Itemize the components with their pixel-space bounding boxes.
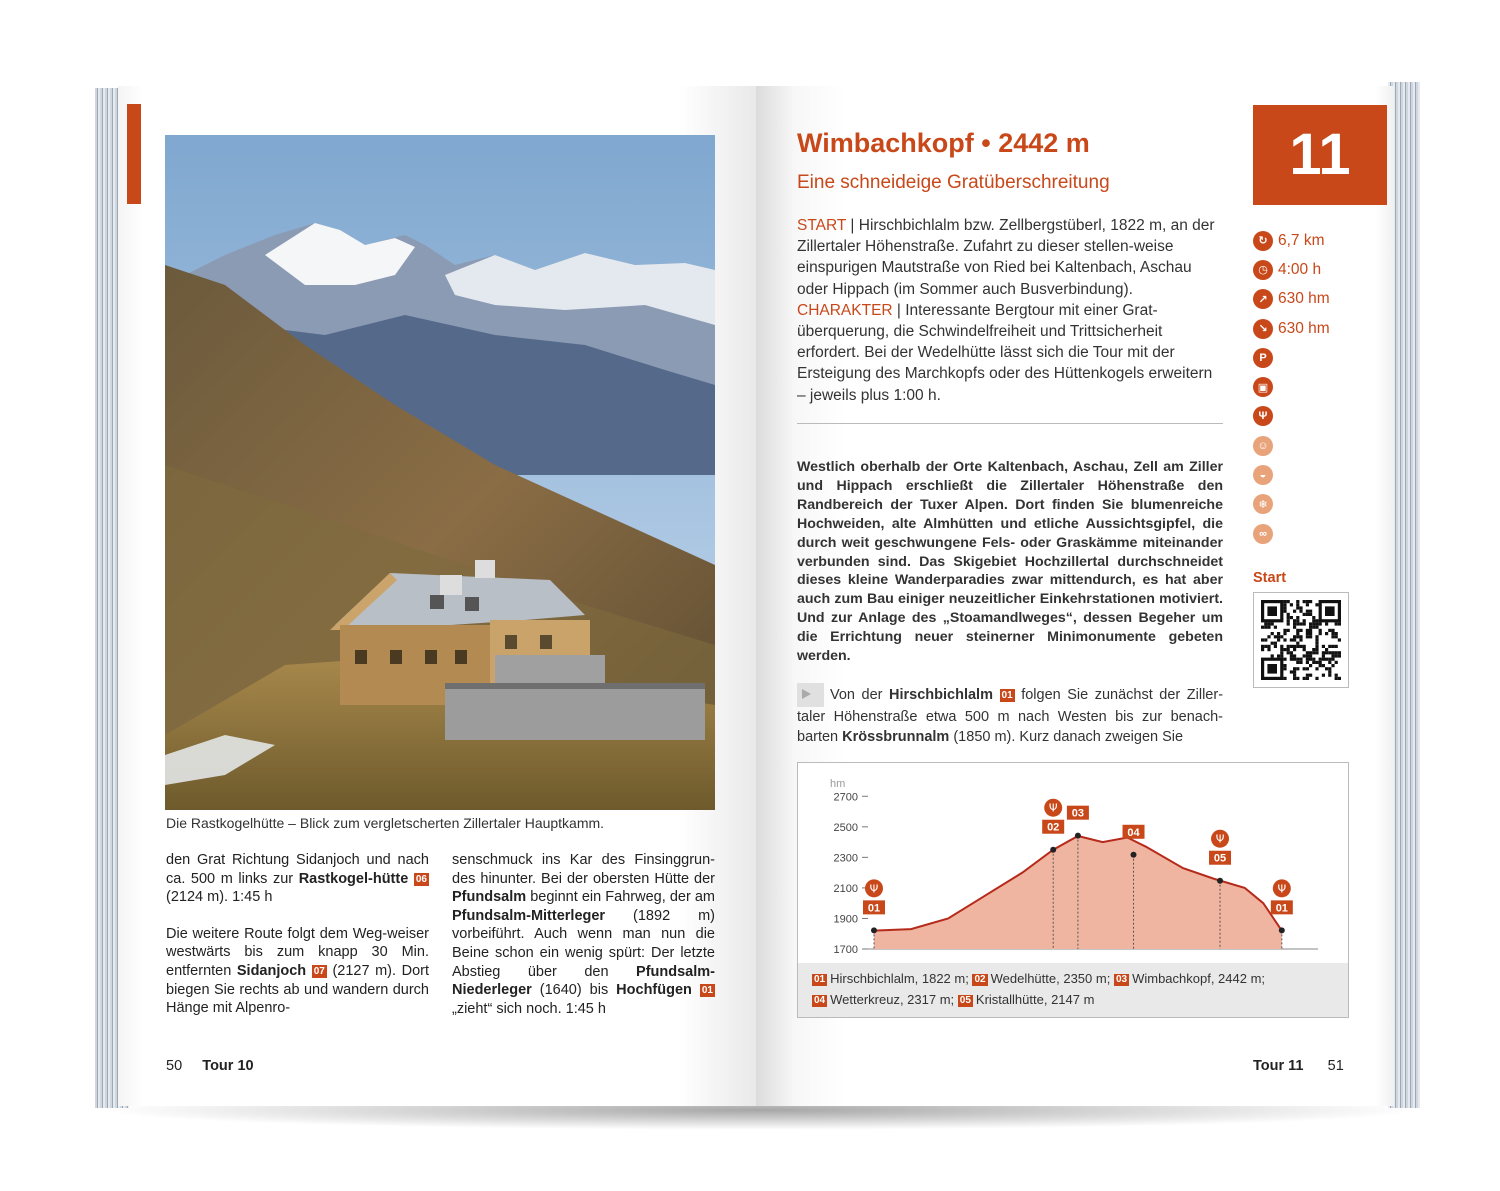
qr-module — [1293, 648, 1296, 651]
qr-module — [1261, 648, 1264, 651]
fact-stroller — [1253, 460, 1383, 489]
qr-module — [1315, 603, 1318, 606]
waypoint-ref: 01 — [701, 985, 713, 997]
photo-rastkogelhuette — [165, 135, 715, 810]
qr-module — [1306, 629, 1309, 632]
qr-module — [1303, 648, 1306, 651]
qr-module — [1293, 635, 1296, 638]
qr-module — [1309, 635, 1312, 638]
waypoint-dot — [1279, 927, 1285, 933]
qr-module — [1331, 632, 1334, 635]
qr-module — [1299, 658, 1302, 661]
qr-module — [1293, 670, 1296, 673]
restaurant-glyph: Ψ — [869, 882, 879, 896]
parking-icon: P — [1253, 348, 1273, 368]
qr-module — [1309, 674, 1312, 677]
qr-module — [1293, 654, 1296, 657]
chapter-tab-left — [127, 104, 141, 204]
qr-module — [1309, 629, 1312, 632]
qr-module — [1296, 600, 1299, 603]
tour-facts — [1253, 226, 1383, 548]
qr-module — [1309, 664, 1312, 667]
qr-module — [1335, 677, 1338, 680]
qr-module — [1293, 610, 1296, 613]
tour-subtitle: Eine schneideige Gratüberschreitung — [797, 172, 1110, 193]
qr-module — [1306, 603, 1309, 606]
waypoint-dot — [1075, 833, 1081, 839]
qr-module — [1309, 626, 1312, 629]
qr-module — [1309, 658, 1312, 661]
qr-module — [1290, 670, 1293, 673]
waypoint-label: 01 — [867, 902, 881, 915]
qr-module — [1328, 674, 1331, 677]
qr-finder-core — [1325, 606, 1335, 616]
qr-module — [1312, 626, 1315, 629]
qr-module — [1267, 622, 1270, 625]
qr-module — [1335, 661, 1338, 664]
page-number-left: 50 — [166, 1058, 183, 1074]
qr-module — [1299, 606, 1302, 609]
restaurant-icon: Ψ — [1253, 406, 1273, 426]
qr-module — [1283, 677, 1286, 680]
qr-module — [1319, 629, 1322, 632]
qr-module — [1283, 664, 1286, 667]
qr-module — [1287, 645, 1290, 648]
qr-module — [1264, 638, 1267, 641]
qr-module — [1277, 635, 1280, 638]
qr-module — [1299, 638, 1302, 641]
waypoint-label: 02 — [1047, 821, 1060, 834]
qr-module — [1267, 635, 1270, 638]
elevation-profile — [797, 762, 1349, 1018]
qr-module — [1315, 651, 1318, 654]
qr-module — [1306, 658, 1309, 661]
y-tick-label: 2100 — [833, 882, 858, 895]
qr-module — [1296, 606, 1299, 609]
qr-module — [1299, 635, 1302, 638]
qr-module — [1338, 654, 1341, 657]
y-tick-label: 1700 — [833, 944, 858, 956]
qr-module — [1290, 651, 1293, 654]
qr-module — [1303, 600, 1306, 603]
tour-info-block: START | Hirschbichlalm bzw. Zellbergstüberl, 1822 m, an der Zillertaler Höhenstraße. Zufahrt zu dieser stellen-weise einspurigen Mautstraße von Ried bei Kaltenbach, Aschau oder Hippach (im Sommer auch Busverbindung). CHARAKTER | Interessante Bergtour mit einer Grat-überquerung, die Schwindelfreiheit und Trittsicherheit erfordert. Bei der Wedelhütte lässt sich die Tour mit der Ersteigung des Marchkopfs oder des Hüttenkogels erweitern – jeweils plus 1:00 h. — [797, 217, 1215, 404]
qr-module — [1306, 610, 1309, 613]
qr-module — [1306, 651, 1309, 654]
tour-intro: Westlich oberhalb der Orte Kaltenbach, Aschau, Zell am Ziller und Hippach erschließt die Zillertaler Höhenstraße den Randbereich der Tuxer Alpen. Dort finden Sie blumenreiche Hochweiden, alte Almhütten und etliche Aussichtsgipfel, die durch weit geschwungene Fels- oder Graskämme miteinander verbunden sind. Das Skigebiet Hochzillertal durchschneidet dieses kleine Wanderparadies zwar mittendurch, es hat aber auch zum Bau einiger neuzeitlicher Einkehrstationen motiviert. Und zur Anlage des „Stoamandlweges“, dessen Begeher um die Errichtung neuer steinerner Minimonumente gebeten werden. — [797, 459, 1223, 665]
qr-module — [1328, 670, 1331, 673]
qr-module — [1271, 622, 1274, 625]
qr-module — [1287, 629, 1290, 632]
qr-module — [1261, 645, 1264, 648]
qr-module — [1274, 642, 1277, 645]
qr-module — [1271, 642, 1274, 645]
qr-module — [1293, 645, 1296, 648]
qr-module — [1280, 645, 1283, 648]
qr-module — [1315, 645, 1318, 648]
legend-item: 02 Wedelhütte, 2350 m; — [974, 971, 1111, 986]
qr-module — [1287, 622, 1290, 625]
y-tick-label: 1900 — [833, 913, 858, 926]
qr-module — [1331, 664, 1334, 667]
qr-module — [1274, 626, 1277, 629]
page-number-right: 51 — [1327, 1058, 1344, 1074]
qr-module — [1296, 658, 1299, 661]
waypoint-dot — [871, 927, 877, 933]
qr-module — [1312, 619, 1315, 622]
qr-module — [1331, 654, 1334, 657]
start-key: START — [797, 217, 847, 234]
qr-module — [1319, 622, 1322, 625]
qr-module — [1290, 603, 1293, 606]
legend-item: 03 Wimbachkopf, 2442 m; — [1115, 971, 1266, 986]
character-key: CHARAKTER — [797, 301, 893, 319]
qr-module — [1290, 654, 1293, 657]
qr-module — [1309, 654, 1312, 657]
qr-module — [1325, 658, 1328, 661]
qr-module — [1306, 632, 1309, 635]
qr-module — [1274, 635, 1277, 638]
qr-module — [1267, 648, 1270, 651]
qr-module — [1271, 654, 1274, 657]
qr-module — [1322, 654, 1325, 657]
qr-module — [1328, 658, 1331, 661]
qr-module — [1293, 667, 1296, 670]
qr-module — [1335, 651, 1338, 654]
qr-module — [1338, 638, 1341, 641]
qr-module — [1280, 654, 1283, 657]
kids-icon: ☺ — [1253, 436, 1273, 456]
qr-module — [1312, 622, 1315, 625]
qr-module — [1331, 658, 1334, 661]
qr-module — [1325, 651, 1328, 654]
qr-module — [1299, 629, 1302, 632]
running-head-right: Tour 11 — [1253, 1058, 1304, 1074]
qr-module — [1306, 613, 1309, 616]
qr-module — [1293, 626, 1296, 629]
fact-restaurant — [1253, 402, 1383, 431]
qr-module — [1322, 645, 1325, 648]
qr-module — [1325, 632, 1328, 635]
qr-module — [1309, 613, 1312, 616]
qr-module — [1315, 622, 1318, 625]
qr-module — [1287, 648, 1290, 651]
qr-module — [1283, 638, 1286, 641]
route-description: Von der Hirschbichlalm 01 folgen Sie zunächst der Ziller-taler Höhenstraße etwa 500 m nach Westen bis zur benach-barten Krössbrunnalm (1850 m). Kurz danach zweigen Sie — [797, 683, 1223, 747]
qr-module — [1319, 658, 1322, 661]
qr-module — [1264, 626, 1267, 629]
qr-module — [1303, 667, 1306, 670]
qr-module — [1319, 632, 1322, 635]
qr-module — [1283, 606, 1286, 609]
qr-module — [1293, 638, 1296, 641]
y-tick-label: 2500 — [833, 821, 858, 834]
qr-module — [1319, 661, 1322, 664]
qr-module — [1293, 677, 1296, 680]
qr-module — [1271, 632, 1274, 635]
qr-module — [1296, 622, 1299, 625]
qr-module — [1338, 677, 1341, 680]
qr-module — [1290, 658, 1293, 661]
qr-module — [1325, 648, 1328, 651]
qr-module — [1283, 600, 1286, 603]
qr-module — [1293, 619, 1296, 622]
descent-icon: ↘ — [1253, 319, 1273, 339]
qr-module — [1274, 645, 1277, 648]
qr-module — [1312, 658, 1315, 661]
folio-left — [166, 1058, 254, 1074]
qr-module — [1303, 619, 1306, 622]
qr-module — [1312, 616, 1315, 619]
qr-module — [1290, 616, 1293, 619]
qr-module — [1277, 654, 1280, 657]
qr-module — [1296, 616, 1299, 619]
qr-module — [1303, 645, 1306, 648]
legend-item: 04 Wetterkreuz, 2317 m; — [814, 992, 955, 1007]
qr-module — [1287, 600, 1290, 603]
qr-finder-core — [1267, 664, 1277, 674]
distance-icon: ↻ — [1253, 231, 1273, 251]
stroller-icon: ◒ — [1253, 465, 1273, 485]
fact-distance: ↻ 6,7 km — [1253, 226, 1383, 255]
qr-module — [1328, 661, 1331, 664]
qr-module — [1283, 632, 1286, 635]
qr-module — [1328, 645, 1331, 648]
qr-module — [1328, 667, 1331, 670]
qr-module — [1325, 622, 1328, 625]
qr-module — [1280, 651, 1283, 654]
qr-module — [1331, 651, 1334, 654]
qr-module — [1290, 645, 1293, 648]
qr-module — [1296, 619, 1299, 622]
photo-caption: Die Rastkogelhütte – Blick zum vergletscherten Zillertaler Hauptkamm. — [166, 815, 605, 831]
qr-code[interactable] — [1253, 592, 1349, 688]
qr-module — [1335, 632, 1338, 635]
qr-module — [1312, 651, 1315, 654]
qr-module — [1280, 635, 1283, 638]
fact-duration: ◷ 4:00 h — [1253, 255, 1383, 284]
restaurant-glyph: Ψ — [1277, 882, 1287, 896]
qr-module — [1331, 645, 1334, 648]
qr-module — [1303, 622, 1306, 625]
waypoint-dot — [1131, 852, 1137, 858]
qr-module — [1315, 638, 1318, 641]
qr-module — [1315, 661, 1318, 664]
qr-module — [1328, 651, 1331, 654]
qr-module — [1322, 664, 1325, 667]
qr-module — [1325, 667, 1328, 670]
qr-module — [1335, 654, 1338, 657]
folio-right — [1253, 1058, 1344, 1074]
qr-module — [1335, 645, 1338, 648]
left-text-column-1: den Grat Richtung Sidanjoch und nach ca. 500 m links zur Rastkogel-hütte 06 (2124 m). 1:45 h Die weitere Route folgt dem Weg-weiser westwärts bis zum knapp 30 Min. entfernten Sidanjoch 07 (2127 m). Dort biegen Sie rechts ab und wandern durch Hänge mit Alpenro- — [166, 852, 430, 1017]
qr-module — [1306, 674, 1309, 677]
waypoint-dot — [1050, 847, 1056, 853]
qr-module — [1264, 645, 1267, 648]
qr-module — [1296, 677, 1299, 680]
restaurant-glyph: Ψ — [1048, 801, 1058, 815]
qr-module — [1283, 629, 1286, 632]
y-tick-label: 2300 — [833, 852, 858, 865]
qr-module — [1290, 638, 1293, 641]
waypoint-label: 05 — [1213, 852, 1227, 865]
qr-module — [1335, 635, 1338, 638]
waypoint-ref: 06 — [415, 873, 427, 885]
running-head-left: Tour 10 — [202, 1058, 254, 1074]
qr-module — [1296, 667, 1299, 670]
qr-module — [1293, 622, 1296, 625]
qr-module — [1283, 658, 1286, 661]
left-text-column-2: senschmuck ins Kar des Finsinggrun-des hinunter. Bei der obersten Hütte der Pfundsalm beginnt ein Fahrweg, der am Pfundsalm-Mitterleger (1892 m) vorbeiführt. Auch wenn man nun die Beine schon ein wenig spürt: Der letzte Abstieg über den Pfundsalm-Niederleger (1640) bis Hochfügen 01 „zieht“ sich noch. 1:45 h — [452, 852, 715, 1017]
qr-module — [1328, 629, 1331, 632]
fact-bus — [1253, 372, 1383, 401]
restaurant-glyph: Ψ — [1215, 832, 1225, 846]
qr-module — [1303, 613, 1306, 616]
fact-bike — [1253, 519, 1383, 548]
waypoint-label: 01 — [1275, 902, 1288, 915]
legend-item: 05 Kristallhütte, 2147 m — [959, 992, 1095, 1007]
qr-module — [1303, 677, 1306, 680]
qr-module — [1306, 667, 1309, 670]
qr-module — [1296, 603, 1299, 606]
qr-module — [1283, 667, 1286, 670]
qr-module — [1312, 661, 1315, 664]
qr-module — [1283, 603, 1286, 606]
qr-module — [1322, 658, 1325, 661]
qr-finder-core — [1267, 606, 1277, 616]
qr-module — [1331, 629, 1334, 632]
qr-module — [1296, 632, 1299, 635]
qr-module — [1280, 648, 1283, 651]
y-unit-label: hm — [830, 778, 846, 790]
qr-module — [1287, 616, 1290, 619]
qr-module — [1306, 635, 1309, 638]
qr-module — [1335, 622, 1338, 625]
qr-module — [1296, 642, 1299, 645]
qr-module — [1299, 622, 1302, 625]
waypoint-dot — [1217, 878, 1223, 884]
qr-module — [1277, 632, 1280, 635]
divider — [797, 423, 1223, 424]
qr-module — [1319, 664, 1322, 667]
qr-module — [1309, 600, 1312, 603]
qr-module — [1303, 654, 1306, 657]
qr-module — [1264, 622, 1267, 625]
fact-ascent: ↗ 630 hm — [1253, 285, 1383, 314]
qr-module — [1306, 600, 1309, 603]
qr-module — [1277, 638, 1280, 641]
qr-module — [1322, 651, 1325, 654]
qr-module — [1315, 619, 1318, 622]
waypoint-label: 03 — [1071, 807, 1085, 820]
qr-module — [1309, 651, 1312, 654]
qr-module — [1338, 622, 1341, 625]
qr-module — [1315, 626, 1318, 629]
fact-winter — [1253, 490, 1383, 519]
qr-module — [1296, 635, 1299, 638]
qr-module — [1309, 622, 1312, 625]
qr-module — [1267, 645, 1270, 648]
qr-module — [1287, 651, 1290, 654]
qr-module — [1335, 674, 1338, 677]
profile-legend — [798, 963, 1348, 1017]
snowflake-icon: ❄ — [1253, 494, 1273, 514]
legend-item: 01 Hirschbichlalm, 1822 m; — [814, 971, 969, 986]
qr-module — [1267, 626, 1270, 629]
clock-icon: ◷ — [1253, 260, 1273, 280]
qr-module — [1315, 648, 1318, 651]
qr-module — [1283, 648, 1286, 651]
qr-module — [1293, 674, 1296, 677]
play-icon — [797, 683, 824, 707]
fact-parking — [1253, 343, 1383, 372]
y-tick-label: 2700 — [833, 791, 858, 804]
qr-module — [1315, 642, 1318, 645]
qr-module — [1296, 645, 1299, 648]
waypoint-ref: 01 — [1001, 690, 1013, 701]
qr-module — [1315, 635, 1318, 638]
tour-number-badge: 11 — [1253, 105, 1387, 205]
qr-module — [1287, 619, 1290, 622]
qr-module — [1299, 610, 1302, 613]
qr-module — [1261, 626, 1264, 629]
qr-module — [1306, 677, 1309, 680]
qr-module — [1338, 651, 1341, 654]
qr-module — [1296, 629, 1299, 632]
start-qr-label: Start — [1253, 570, 1287, 586]
qr-module — [1261, 638, 1264, 641]
fact-kids — [1253, 431, 1383, 460]
qr-module — [1296, 661, 1299, 664]
bus-icon: ▣ — [1253, 377, 1273, 397]
tour-title: Wimbachkopf • 2442 m — [797, 128, 1090, 158]
waypoint-label: 04 — [1127, 826, 1140, 839]
qr-module — [1299, 645, 1302, 648]
qr-module — [1309, 632, 1312, 635]
qr-module — [1309, 610, 1312, 613]
qr-module — [1315, 677, 1318, 680]
ascent-icon: ↗ — [1253, 289, 1273, 309]
qr-module — [1312, 648, 1315, 651]
qr-module — [1331, 635, 1334, 638]
fact-descent: ↘ 630 hm — [1253, 314, 1383, 343]
qr-module — [1322, 674, 1325, 677]
qr-module — [1306, 661, 1309, 664]
qr-module — [1287, 613, 1290, 616]
qr-module — [1306, 654, 1309, 657]
qr-module — [1315, 667, 1318, 670]
qr-module — [1283, 610, 1286, 613]
bike-icon: ∞ — [1253, 524, 1273, 544]
qr-module — [1293, 658, 1296, 661]
waypoint-ref: 07 — [313, 965, 325, 977]
qr-module — [1299, 661, 1302, 664]
